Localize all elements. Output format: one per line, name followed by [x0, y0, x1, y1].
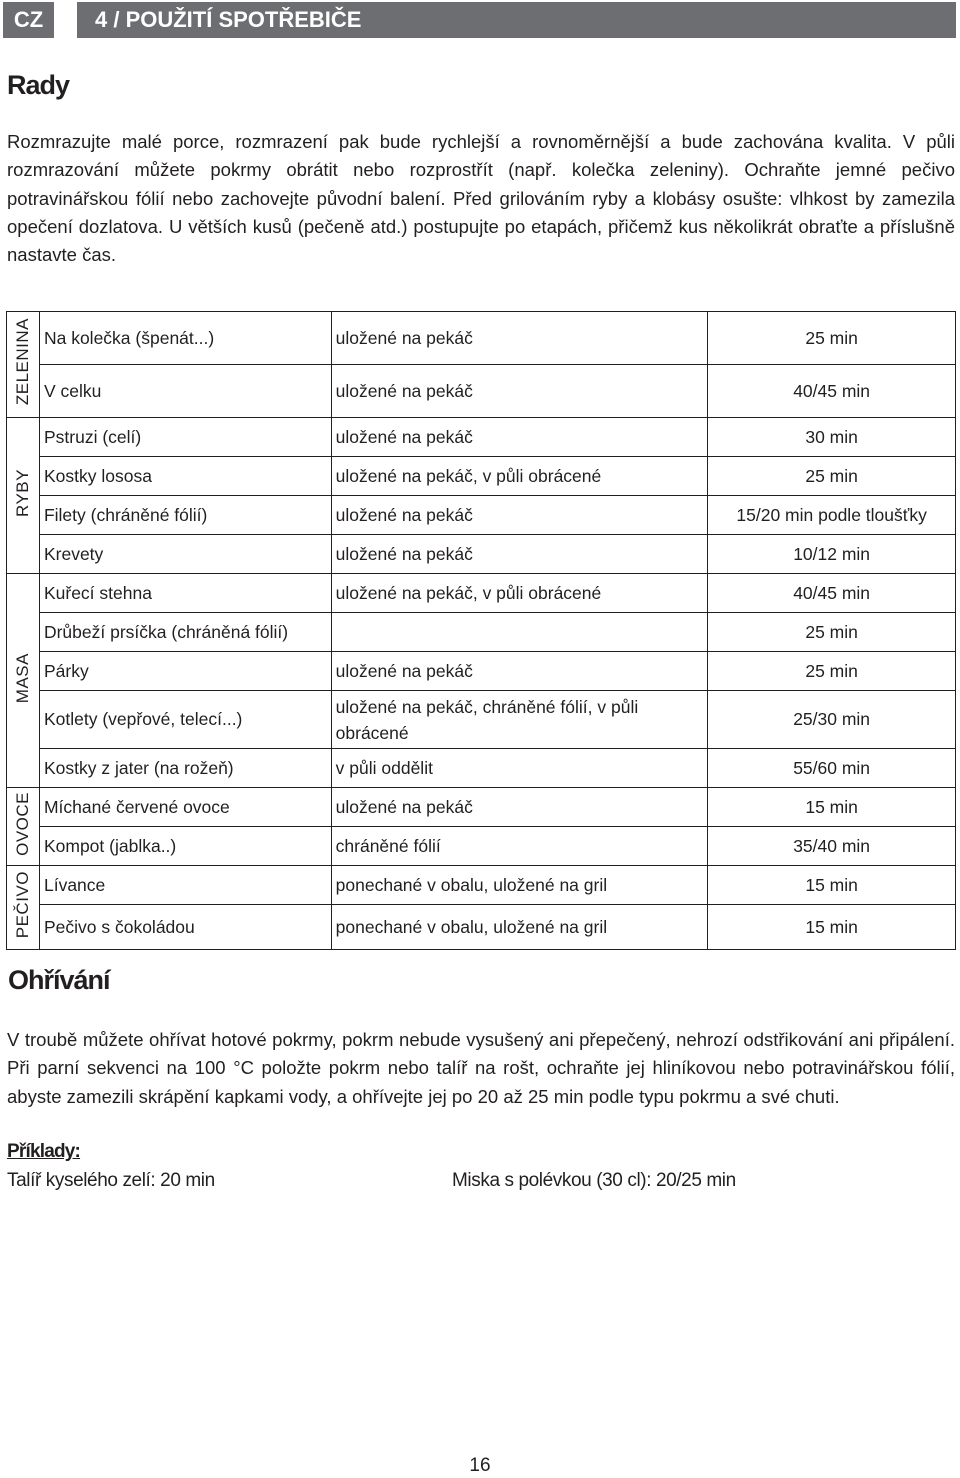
time-cell: 55/60 min: [708, 749, 956, 788]
table-row: [7, 312, 956, 365]
food-cell: Pstruzi (celí): [39, 418, 331, 457]
method-cell: uložené na pekáč, v půli obrácené: [331, 574, 708, 613]
table-row: [7, 827, 956, 866]
category-cell: [7, 418, 40, 574]
defrost-table: [6, 311, 956, 950]
food-cell: Kompot (jablka..): [39, 827, 331, 866]
time-cell: 30 min: [708, 418, 956, 457]
food-cell: Kotlety (vepřové, telecí...): [39, 691, 331, 749]
food-cell: V celku: [39, 365, 331, 418]
reheating-heading: Ohřívání: [8, 965, 110, 995]
time-cell: 25 min: [708, 312, 956, 365]
method-cell: uložené na pekáč: [331, 788, 708, 827]
time-cell: 25 min: [708, 652, 956, 691]
tips-text: Rozmrazujte malé porce, rozmrazení pak bude rychlejší a rovnoměrnější a bude zachována kvalita. V půli rozmrazování můžete pokrmy obrátit nebo rozprostřít (např. kolečka zeleniny). Ochraňte jemné pečivo potravinářskou fólií nebo zachovejte původní balení. Před grilováním ryby a klobásy osušte: vlhkost by zamezila opečení dozlatova. U větších kusů (pečeně atd.) postupujte po etapách, přičemž kus několikrát obraťte a příslušně nastavte čas.: [7, 131, 955, 266]
category-label-zelenina: ZELENINA: [12, 318, 32, 406]
time-cell: 15 min: [708, 866, 956, 905]
page-header: [3, 2, 956, 38]
time-cell: 25 min: [708, 613, 956, 652]
method-cell: ponechané v obalu, uložené na gril: [331, 905, 708, 950]
time-cell: 35/40 min: [708, 827, 956, 866]
table-row: [7, 866, 956, 905]
table-row: [7, 365, 956, 418]
time-cell: 40/45 min: [708, 365, 956, 418]
food-cell: Párky: [39, 652, 331, 691]
food-cell: Pečivo s čokoládou: [39, 905, 331, 950]
food-cell: Lívance: [39, 866, 331, 905]
table-row: [7, 691, 956, 749]
time-cell: 25/30 min: [708, 691, 956, 749]
table-row: [7, 905, 956, 950]
time-cell: 25 min: [708, 457, 956, 496]
food-cell: Drůbeží prsíčka (chráněná fólií): [39, 613, 331, 652]
table-row: [7, 574, 956, 613]
table-row: [7, 613, 956, 652]
method-cell: v půli oddělit: [331, 749, 708, 788]
table-row: [7, 457, 956, 496]
section-title: 4 / POUŽITÍ SPOTŘEBIČE: [77, 2, 956, 38]
table-row: [7, 535, 956, 574]
tips-heading: Rady: [7, 70, 70, 100]
category-label-pecivo: PEČIVO: [12, 871, 32, 939]
food-cell: Na kolečka (špenát...): [39, 312, 331, 365]
method-cell: uložené na pekáč: [331, 535, 708, 574]
category-cell: [7, 788, 40, 866]
food-cell: Krevety: [39, 535, 331, 574]
table-row: [7, 652, 956, 691]
time-cell: 40/45 min: [708, 574, 956, 613]
method-cell: uložené na pekáč: [331, 652, 708, 691]
table-row: [7, 788, 956, 827]
food-cell: Kostky z jater (na rožeň): [39, 749, 331, 788]
food-cell: Kuřecí stehna: [39, 574, 331, 613]
method-cell: uložené na pekáč: [331, 312, 708, 365]
table-row: [7, 496, 956, 535]
page-number: 16: [469, 1455, 491, 1476]
time-cell: 10/12 min: [708, 535, 956, 574]
time-cell: 15 min: [708, 788, 956, 827]
method-cell: uložené na pekáč, chráněné fólií, v půli obrácené: [331, 691, 708, 749]
examples-label: Příklady:: [7, 1141, 81, 1162]
category-cell: [7, 312, 40, 418]
method-cell: [331, 613, 708, 652]
category-label-ryby: RYBY: [12, 469, 32, 517]
category-label-masa: MASA: [12, 652, 32, 704]
category-cell: [7, 574, 40, 788]
food-cell: Filety (chráněné fólií): [39, 496, 331, 535]
example-item: Talíř kyselého zelí: 20 min: [7, 1170, 215, 1191]
method-cell: uložené na pekáč: [331, 365, 708, 418]
method-cell: ponechané v obalu, uložené na gril: [331, 866, 708, 905]
example-item: Miska s polévkou (30 cl): 20/25 min: [452, 1170, 736, 1191]
food-cell: Míchané červené ovoce: [39, 788, 331, 827]
method-cell: uložené na pekáč: [331, 418, 708, 457]
time-cell: 15/20 min podle tloušťky: [708, 496, 956, 535]
category-cell: [7, 866, 40, 950]
category-label-ovoce: OVOCE: [12, 792, 32, 856]
food-cell: Kostky lososa: [39, 457, 331, 496]
method-cell: chráněné fólií: [331, 827, 708, 866]
table-row: [7, 418, 956, 457]
method-cell: uložené na pekáč: [331, 496, 708, 535]
reheating-text: V troubě můžete ohřívat hotové pokrmy, pokrm nebude vysušený ani přepečený, nehrozí odstřikování ani připálení. Při parní sekvenci na 100 °C položte pokrm nebo talíř na rošt, ochraňte jej hliníkovou nebo potravinářskou fólií, abyste zamezili skrápění kapkami vody, a ohřívejte jej po 20 až 25 min podle typu pokrmu a své chuti.: [7, 1029, 955, 1107]
time-cell: 15 min: [708, 905, 956, 950]
tips-paragraph: [7, 128, 955, 269]
method-cell: uložené na pekáč, v půli obrácené: [331, 457, 708, 496]
language-badge: CZ: [3, 2, 54, 38]
table-row: [7, 749, 956, 788]
reheating-paragraph: [7, 1026, 955, 1111]
